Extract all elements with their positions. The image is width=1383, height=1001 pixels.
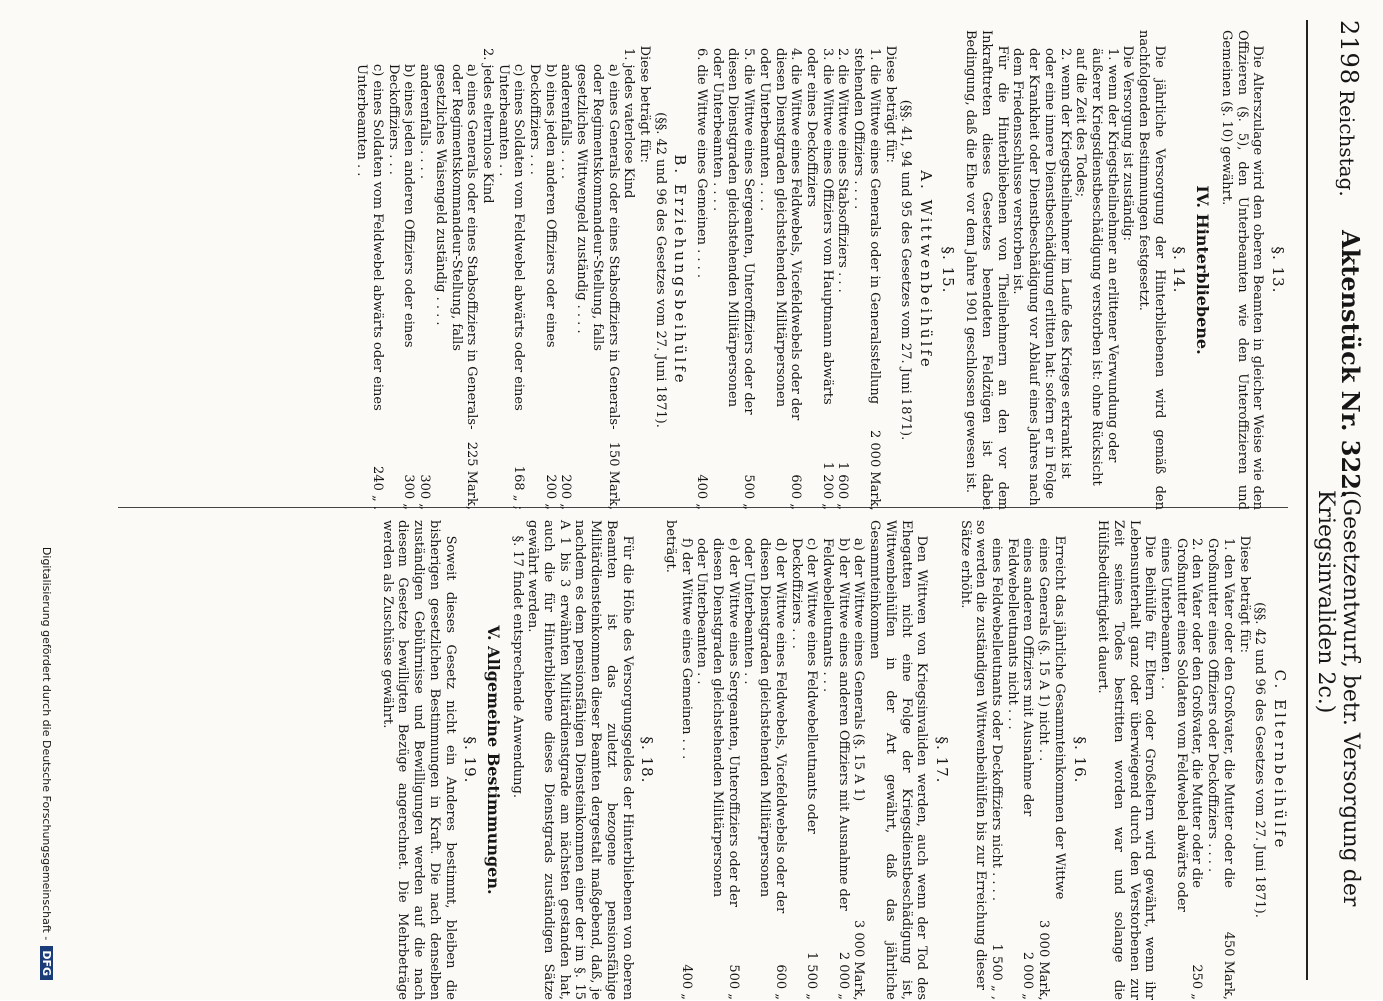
item-amount: 1 600 „ [835, 461, 851, 510]
item-amount: 400 „ [694, 474, 710, 510]
part-b-intro: Diese beträgt für: [636, 45, 652, 164]
item-text: eines anderen Offiziers mit Ausnahme der Feldwebelleutnants nicht . . . [1004, 538, 1036, 817]
section-19-title: §. 19. [461, 736, 480, 784]
list-item [678, 520, 694, 1000]
item-text: eines Generals (§. 15 A 1) nicht . . [1036, 538, 1052, 762]
part-b-item-1: 1. jedes vaterlose Kind [621, 48, 637, 199]
list-item [1204, 520, 1235, 1000]
item-amount: 240 „ . [370, 466, 386, 510]
item-amount: 600 „ [772, 964, 788, 1000]
item-text: e) der Wittwe eines Sergeanten, Unteroffiziers oder der diesen Dienstgraden gleichstehenden Militärpersonen oder Unterbeamten . . [694, 538, 741, 907]
list-item [1157, 520, 1204, 1000]
item-amount: 2 000 „ [1020, 951, 1036, 1000]
part-c-tail: Die Beihülfe für Eltern oder Großeltern wird gewährt, wenn ihr Lebensunterhalt ganz oder überwiegend durch den Verstorbenen zur Zeit seines Todes bestritten worden war und solange die Hülfsbedürftigkeit dauert. [1095, 520, 1158, 1000]
section-16-title: §. 16. [1070, 736, 1089, 784]
part-a-reference: (§§. 41, 94 und 95 des Gesetzes vom 27. Juni 1871). [898, 99, 914, 441]
item-text: b) eines jeden anderen Offiziers oder eines Deckoffiziers . . . [385, 64, 417, 348]
list-item [354, 30, 385, 510]
item-text: b) der Wittwe eines anderen Offiziers mit Ausnahme der Feldwebelleutnants . . . [820, 538, 851, 911]
item-text: eines Feldwebelleutnants oder Deckoffiziers nicht . . . . [989, 538, 1005, 902]
item-amount: 225 Mark, [464, 441, 480, 510]
item-amount: 3 000 Mark, [1036, 920, 1052, 1001]
item-text: a) der Wittwe eines Generals (§. 15 A 1) [851, 538, 867, 802]
item-text: f) der Wittwe eines Gemeinen . . . [678, 538, 694, 760]
item-text: d) der Wittwe eines Feldwebels, Vicefeldwebels oder der diesen Dienstgraden gleichstehenden Militärpersonen oder Unterbeamten . . [741, 538, 788, 914]
item-amount: 150 Mark, [605, 441, 621, 510]
item-text: 4. die Wittwe eines Feldwebels, Vicefeldwebels oder der diesen Dienstgraden gleichstehenden Militärpersonen oder Unterbeamten . . . . [756, 48, 804, 421]
page-number: 2198 [1335, 20, 1363, 86]
left-column [354, 30, 1293, 510]
section-16-tail: so werden die zuständigen Wittwenbeihülfen bis zur Erreichung dieser Sätze erhöht. [957, 520, 989, 990]
dfg-logo: DFG [40, 946, 53, 980]
section-17-title: §. 17. [932, 736, 951, 784]
item-amount: 2 000 Mark, [866, 430, 882, 511]
item-text: 6. die Wittwe eines Gemeinen . . . . [694, 48, 710, 279]
section-14-line2: Die Versorgung ist zuständig: [1120, 45, 1136, 241]
list-item [495, 30, 526, 510]
item-text: a) eines Generals oder eines Stabsoffiziers in Generals- oder Regimentskommandeur-Stellung, falls gesetzliches Waisengeld zuständig . . . . [432, 64, 480, 430]
item-text: 1. den Vater oder den Großvater, die Mutter oder die Großmutter eines Offiziers oder Deckoffiziers . . . . [1205, 538, 1236, 888]
item-text: 2. den Vater oder den Großvater, die Mutter oder die Großmutter eines Soldaten vom Feldwebel abwärts oder eines Unterbeamten . . [1158, 538, 1205, 912]
list-item [558, 30, 574, 510]
part-b-item-2: 2. jedes elternlose Kind [479, 48, 495, 204]
item-amount: 200 „ [542, 474, 558, 510]
part-a-list [693, 30, 881, 510]
digitization-credit [40, 340, 53, 980]
list-item [416, 30, 432, 510]
part-c-title: C. Elternbeihülfe [1271, 669, 1289, 851]
part-b-title: B. Erziehungsbeihülfe [671, 154, 690, 386]
part-b-1-list [495, 30, 621, 510]
section-14-intro: Die jährliche Versorgung der Hinterbliebenen wird gemäß den nachfolgenden Bestimmungen festgesetzt. [1136, 30, 1167, 510]
item-amount: 300 „ [417, 474, 433, 510]
list-item [756, 30, 803, 510]
list-item [573, 30, 620, 510]
section-14-item-2: 2. wenn der Kriegstheilnehmer im Laufe des Krieges erkrankt ist oder eine innere Dienstbeschädigung erlitten hat: sofern er in Folge der Krankheit oder Dienstbeschädigung vor Ablauf eines Jahres nach dem Friedensschlusse verstorben ist. [1010, 48, 1073, 506]
header-left-title: Reichstag. [1335, 90, 1359, 197]
part-c-reference: (§§. 42 und 96 des Gesetzes vom 27. Juni 1871). [1252, 602, 1268, 918]
item-amount: 500 „ [741, 474, 757, 510]
list-item [709, 30, 756, 510]
running-header [1293, 20, 1373, 980]
item-text: c) eines Soldaten vom Feldwebel abwärts oder eines Unterbeamten . . [354, 64, 386, 411]
part-b-2-list [354, 30, 480, 510]
section-16-list [988, 520, 1051, 1000]
item-amount: 1 200 „ [819, 461, 835, 510]
item-amount: 400 „ [678, 964, 694, 1000]
header-subtitle: (Gesetzentwurf, betr. Versorgung der Kriegsinvaliden 2c.) [1313, 490, 1363, 907]
part-4-title: IV. Hinterbliebene. [1193, 185, 1213, 355]
section-19-text: Soweit dieses Gesetz nicht ein Anderes bestimmt, bleiben die bisherigen gesetzlichen Bestimmungen in Kraft. Die nach denselben zuständigen Gebührnisse und Bewilligungen werden auf die nach diesem Gesetze bewilligten Bezüge angerechnet. Die Mehrbeträge werden als Zuschüsse gewährt. [379, 520, 458, 1000]
item-text: 3. die Wittwe eines Offiziers vom Hauptmann abwärts oder eines Deckoffiziers [804, 48, 835, 405]
section-17-list [678, 520, 866, 1000]
item-amount: 2 000 „ [835, 951, 851, 1000]
header-document-number: Aktenstück Nr. 322. [1336, 230, 1365, 499]
list-item [741, 520, 788, 1000]
list-item [788, 520, 819, 1000]
item-text: anderenfalls . . . . [417, 64, 433, 180]
item-amount: 1 500 „ , [989, 943, 1005, 1000]
item-amount: 168 „ ; [511, 465, 527, 510]
section-14-title: §. 14. [1170, 246, 1189, 294]
item-amount: 500 „ [725, 964, 741, 1000]
item-amount: 200 „ [558, 474, 574, 510]
section-13-text: Die Alterszulage wird den oberen Beamten in gleicher Weise wie den Offizieren (§. 5), den Unterbeamten wie den Unteroffizieren und Gemeinen (§. 10) gewährt. [1218, 30, 1266, 510]
header-rule [1306, 20, 1308, 980]
list-item [1004, 520, 1035, 1000]
list-item [803, 30, 834, 510]
list-item [835, 30, 851, 510]
item-text: 5. die Wittwe eines Sergeanten, Unteroffiziers oder der diesen Dienstgraden gleichstehenden Militärpersonen oder Unterbeamten . . . . [709, 48, 757, 415]
item-amount: 3 000 Mark, [851, 920, 867, 1001]
section-16-intro: Erreicht das jährliche Gesammteinkommen der Wittwe [1051, 535, 1067, 900]
section-18-text: Für die Höhe des Versorgungsgeldes der Hinterbliebenen von oberen Beamten ist das zuletzt bezogene pensionsfähige Militärdiensteinkommen dieser Beamten dergestalt maßgebend, daß, je nachdem es dem pensionsfähigen Diensteinkommen einer der im §. 15 A 1 bis 3 erwähnten Militärdienstgrade am nächsten gestanden hat, auch die für Hinterbliebene dieses Dienstgrads zuständigen Sätze gewährt werden. [525, 520, 635, 1000]
section-17-tail: beträgt. [662, 520, 678, 573]
section-15-title: §. 15. [938, 246, 957, 294]
item-text: b) eines jeden anderen Offiziers oder eines Deckoffiziers . . . [527, 64, 558, 348]
list-item [988, 520, 1004, 1000]
item-amount: 300 „ [401, 474, 417, 510]
item-text: anderenfalls . . . . [558, 64, 574, 180]
part-a-intro: Diese beträgt für: [882, 45, 898, 164]
item-text: 2. die Wittwe eines Stabsoffiziers . . . [835, 48, 851, 293]
item-text: 1. die Wittwe eines Generals oder in Generalsstellung stehenden Offiziers . . . . [851, 48, 882, 405]
item-amount: 600 „ [788, 474, 804, 510]
list-item [694, 520, 741, 1000]
part-a-title: A. Wittwenbeihülfe [916, 170, 935, 370]
list-item [526, 30, 557, 510]
section-17-intro: Den Wittwen von Kriegsinvaliden werden, auch wenn der Tod des Ehegatten nicht eine Folge der Kriegsdienstbeschädigung ist, Wittwenbeihülfen in der Art gewährt, daß das jährliche Gesammteinkommen [867, 520, 930, 1000]
list-item [850, 30, 881, 510]
list-item [819, 520, 850, 1000]
item-text: c) eines Soldaten vom Feldwebel abwärts oder eines Unterbeamten . . [495, 64, 527, 411]
list-item [385, 30, 416, 510]
section-18-tail: §. 17 findet entsprechende Anwendung. [509, 535, 525, 798]
section-14-tail: Für die Hinterbliebenen von Theilnehmern an den vor dem Inkrafttreten dieses Gesetzes beendeten Feldzügen ist dabei Bedingung, daß die Ehe vor dem Jahre 1901 geschlossen gewesen ist. [963, 30, 1010, 510]
section-13-title: §. 13. [1269, 246, 1287, 294]
part-c-list [1157, 520, 1236, 1000]
item-text: a) eines Generals oder eines Stabsoffiziers in Generals- oder Regimentskommandeur-Stellung, falls gesetzliches Wittwengeld zuständig . . . . [574, 64, 621, 430]
section-18-title: §. 18. [638, 736, 657, 784]
item-amount: 1 500 „ [804, 951, 820, 1000]
list-item [432, 30, 479, 510]
list-item [1035, 520, 1051, 1000]
list-item [851, 520, 867, 1000]
section-14-item-1: 1. wenn der Kriegstheilnehmer an erlittener Verwundung oder äußerer Kriegsdienstbeschädigung verstorben ist: ohne Rücksicht auf die Zeit des Todes; [1073, 48, 1120, 486]
list-item [693, 30, 709, 510]
item-amount: 450 Mark, [1220, 931, 1236, 1000]
item-text: c) der Wittwe eines Feldwebelleutnants oder Deckoffiziers . . . [788, 538, 820, 834]
part-5-title: V. Allgemeine Bestimmungen. [483, 625, 503, 895]
right-column [379, 520, 1293, 1000]
credit-text: Digitalisierung gefördert durch die Deutsche Forschungsgemeinschaft - [40, 546, 53, 941]
part-c-intro: Diese beträgt für: [1236, 535, 1252, 654]
part-b-reference: (§§. 42 und 96 des Gesetzes vom 27. Juni 1871). [652, 112, 668, 428]
item-amount: 250 „ [1189, 964, 1205, 1000]
